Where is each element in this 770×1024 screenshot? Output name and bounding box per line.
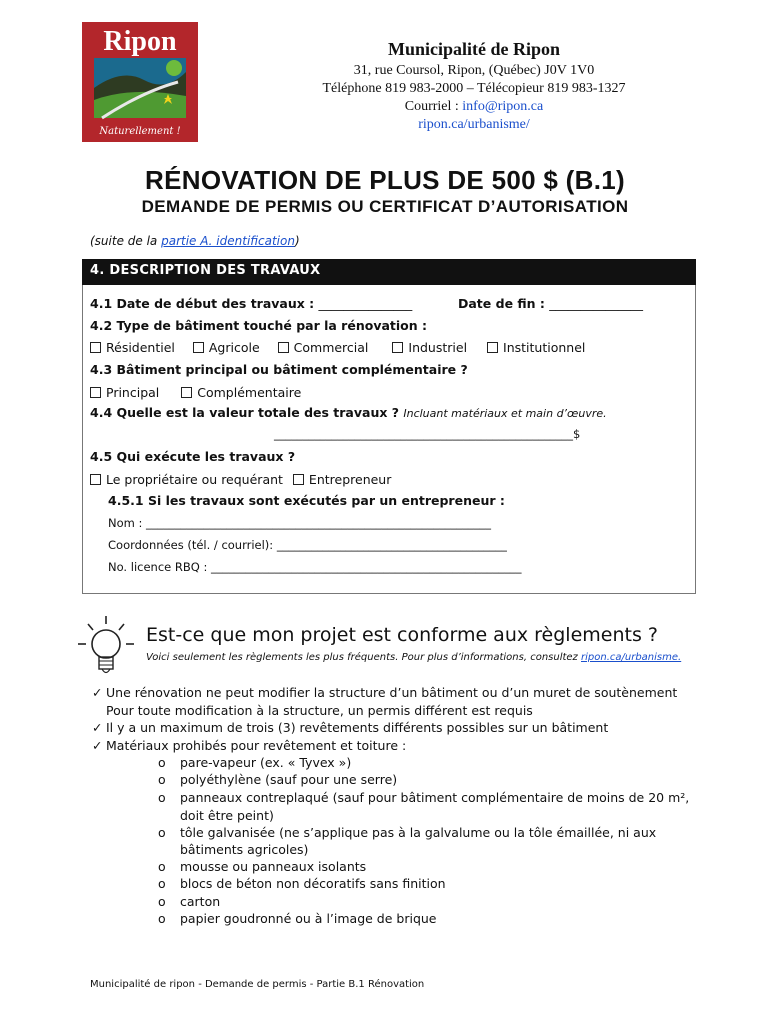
q45-options — [90, 472, 405, 487]
checkbox-principal[interactable]: Principal — [90, 385, 159, 400]
q43-label: 4.3 Bâtiment principal ou bâtiment complémentaire ? — [90, 362, 468, 377]
checkbox-icon — [90, 342, 101, 353]
q41-row: 4.1 Date de début des travaux : _______________ — [90, 296, 413, 311]
rule-item-cont: Pour toute modification à la structure, un permis différent est requis — [106, 703, 533, 718]
checkbox-icon — [90, 474, 101, 485]
checkbox-commercial[interactable]: Commercial — [278, 340, 369, 355]
logo-tagline: Naturellement ! — [99, 126, 181, 137]
conformity-title: Est-ce que mon projet est conforme aux règlements ? — [146, 624, 658, 646]
checkbox-industriel[interactable]: Industriel — [392, 340, 467, 355]
q42-options — [90, 340, 599, 355]
form-title: RÉNOVATION DE PLUS DE 500 $ (B.1) — [145, 165, 625, 195]
bullet-icon: o — [158, 911, 166, 926]
checkbox-agricole[interactable]: Agricole — [193, 340, 260, 355]
q41-end-row: Date de fin : _______________ — [458, 296, 644, 311]
municipality-phone: Téléphone 819 983-2000 – Télécopieur 819 983-1327 — [322, 81, 626, 96]
checkbox-icon — [293, 474, 304, 485]
material-item: o blocs de béton non décoratifs sans finition — [158, 876, 446, 891]
municipality-address: 31, rue Coursol, Ripon, (Québec) J0V 1V0 — [353, 63, 595, 78]
q44-row: 4.4 Quelle est la valeur totale des travaux ? Incluant matériaux et main d’œuvre. — [90, 405, 607, 420]
form-subtitle: DEMANDE DE PERMIS OU CERTIFICAT D’AUTORISATION — [141, 197, 629, 216]
material-item: o polyéthylène (sauf pour une serre) — [158, 772, 398, 787]
q45-label: 4.5 Qui exécute les travaux ? — [90, 449, 296, 464]
material-item: o papier goudronné ou à l’image de brique — [158, 911, 437, 926]
material-item-cont: bâtiments agricoles) — [180, 842, 309, 857]
checkbox-icon — [90, 387, 101, 398]
conformity-note: Voici seulement les règlements les plus fréquents. Pour plus d’informations, consultez ripon.ca/urbanisme. — [146, 652, 682, 663]
coordonnees-field[interactable]: Coordonnées (tél. / courriel): ________________________________________ — [108, 538, 507, 552]
bullet-icon: o — [158, 859, 166, 874]
municipality-email-line — [240, 98, 708, 116]
checkbox-icon — [181, 387, 192, 398]
checkbox-residentiel[interactable]: Résidentiel — [90, 340, 175, 355]
q451-label: 4.5.1 Si les travaux sont exécutés par un entrepreneur : — [108, 493, 505, 508]
material-item: o tôle galvanisée (ne s’applique pas à la galvalume ou la tôle émaillée, ni aux — [158, 825, 657, 840]
checkbox-complementaire[interactable]: Complémentaire — [181, 385, 301, 400]
partie-a-link[interactable]: partie A. identification — [161, 234, 295, 248]
check-icon: ✓ — [92, 720, 103, 735]
material-item-cont: doit être peint) — [180, 808, 274, 823]
check-icon: ✓ — [92, 685, 103, 700]
material-item: o mousse ou panneaux isolants — [158, 859, 367, 874]
q43-options — [90, 385, 315, 400]
checkbox-icon — [278, 342, 289, 353]
ripon-logo — [82, 22, 198, 142]
q42-label: 4.2 Type de bâtiment touché par la rénovation : — [90, 318, 427, 333]
checkbox-entrepreneur[interactable]: Entrepreneur — [293, 472, 391, 487]
bullet-icon: o — [158, 825, 166, 840]
section-header: 4. DESCRIPTION DES TRAVAUX — [82, 259, 696, 285]
nom-field[interactable]: Nom : ____________________________________________________________ — [108, 516, 492, 530]
checkbox-icon — [193, 342, 204, 353]
website-link[interactable]: ripon.ca/urbanisme/ — [418, 117, 530, 132]
checkbox-proprietaire[interactable]: Le propriétaire ou requérant — [90, 472, 283, 487]
lightbulb-icon — [76, 614, 136, 680]
material-item: o pare-vapeur (ex. « Tyvex ») — [158, 755, 352, 770]
email-link[interactable]: info@ripon.ca — [462, 99, 544, 114]
email-label: Courriel : — [404, 99, 463, 114]
page-footer: Municipalité de ripon - Demande de permis - Partie B.1 Rénovation — [90, 979, 425, 990]
start-date-field[interactable]: _______________ — [318, 296, 413, 311]
checkbox-icon — [392, 342, 403, 353]
urbanisme-link[interactable]: ripon.ca/urbanisme. — [581, 652, 682, 663]
rule-item: ✓ Matériaux prohibés pour revêtement et toiture : — [92, 738, 407, 753]
checkbox-icon — [487, 342, 498, 353]
material-item: o carton — [158, 894, 221, 909]
bullet-icon: o — [158, 772, 166, 787]
logo-name: Ripon — [103, 26, 177, 57]
check-icon: ✓ — [92, 738, 103, 753]
bullet-icon: o — [158, 876, 166, 891]
bullet-icon: o — [158, 790, 166, 805]
end-date-field[interactable]: _______________ — [549, 296, 644, 311]
bullet-icon: o — [158, 894, 166, 909]
licence-rbq-field[interactable]: No. licence RBQ : ______________________________________________________ — [108, 560, 522, 574]
bullet-icon: o — [158, 755, 166, 770]
suite-note: (suite de la partie A. identification) — [90, 234, 300, 248]
checkbox-institutionnel[interactable]: Institutionnel — [487, 340, 585, 355]
rule-item: ✓ Il y a un maximum de trois (3) revêtements différents possibles sur un bâtiment — [92, 720, 609, 735]
material-item: o panneaux contreplaqué (sauf pour bâtiment complémentaire de moins de 20 m², — [158, 790, 690, 805]
municipality-name: Municipalité de Ripon — [387, 39, 561, 59]
rule-item: ✓ Une rénovation ne peut modifier la structure d’un bâtiment ou d’un muret de soutènement — [92, 685, 678, 700]
total-value-field[interactable]: ____________________________________________________$ — [274, 427, 581, 441]
